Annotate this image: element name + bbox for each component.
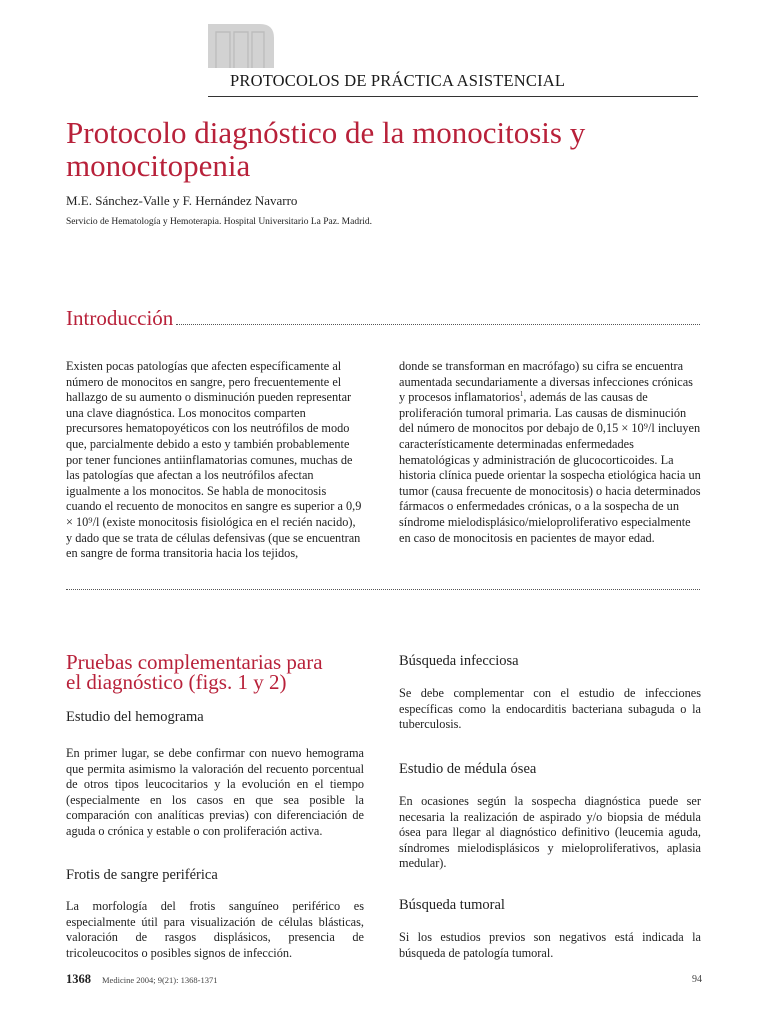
footer-citation: Medicine 2004; 9(21): 1368-1371 (102, 975, 218, 985)
intro-heading-leader (176, 323, 700, 325)
m-monogram-icon (208, 18, 274, 68)
tests-heading-line1: Pruebas complementarias para (66, 650, 323, 674)
header-rule (208, 96, 698, 97)
infecciosa-heading: Búsqueda infecciosa (399, 653, 519, 669)
tests-heading-line2: el diagnóstico (figs. 1 y 2) (66, 670, 287, 694)
section-divider (66, 589, 700, 590)
tests-heading (66, 652, 366, 692)
intro-heading-row (66, 306, 700, 331)
section-tag: PROTOCOLOS DE PRÁCTICA ASISTENCIAL (230, 71, 566, 90)
footer-page-number: 1368 (66, 972, 91, 986)
medula-heading: Estudio de médula ósea (399, 761, 537, 777)
reference-marker: 1 (519, 390, 524, 399)
intro-heading: Introducción (66, 306, 174, 330)
intro-right-text-a: donde se transforman en macrófago) su cifra se encuentra aumentada secundariamente a diversas infecciones crónicas y procesos inflamatorios (399, 359, 693, 405)
hemograma-text: En primer lugar, se debe confirmar con nuevo hemograma que permita asimismo la valoración del recuento porcentual de otros tipos leucocitarios y la evolución en el tiempo (especialmente en los casos en que sea posible la comparación con analíticas previas) con diferenciación de aguda o crónica y estable o con proliferación activa. (66, 746, 364, 838)
infecciosa-text: Se debe complementar con el estudio de infecciones específicas como la endocarditis bacteriana subaguda o la tuberculosis. (399, 686, 701, 732)
tumoral-heading: Búsqueda tumoral (399, 897, 505, 913)
article-affiliation: Servicio de Hematología y Hemoterapia. Hospital Universitario La Paz. Madrid. (66, 217, 373, 227)
hemograma-heading: Estudio del hemograma (66, 709, 204, 725)
article-title: Protocolo diagnóstico de la monocitosis y monocitopenia (66, 115, 586, 183)
medula-text: En ocasiones según la sospecha diagnóstica puede ser necesaria la realización de aspirado y/o biopsia de médula ósea para llegar al diagnóstico definitivo (leucemia aguda, síndromes mielodisplásicos y mieloproliferativos, aplasia medular). (399, 794, 701, 871)
frotis-heading: Frotis de sangre periférica (66, 867, 218, 883)
frotis-text: La morfología del frotis sanguíneo periférico es especialmente útil para visualización de células blásticas, valoración de rasgos displásicos, presencia de tricoleucocitos o posibles signos de infección. (66, 899, 364, 960)
intro-right-text-b: , además de las causas de proliferación tumoral primaria. Las causas de disminución del número de monocitos por debajo de 0,15 × 10⁹/l incluyen característicamente determinadas enfermedades hematológicas y administración de glucocorticoides. La historia clínica puede orientar la sospecha etiológica hacia un tumor (causa frecuente de monocitosis) o hacia determinados fármacos o enfermedades crónicas, o a la sospecha de un síndrome mielodisplásico/mieloproliferativo especialmente en caso de monocitosis en pacientes de mayor edad. (399, 390, 701, 545)
intro-right-column (399, 359, 701, 546)
tumoral-text: Si los estudios previos son negativos está indicada la búsqueda de patología tumoral. (399, 930, 701, 960)
footer-folio: 94 (692, 974, 702, 985)
intro-left-column: Existen pocas patologías que afecten específicamente al número de monocitos en sangre, pero frecuentemente el hallazgo de su aumento o disminución pueden representar una clave diagnóstica. Los monocitos comparten precursores hematopoyéticos con los neutrófilos de modo que, parcialmente debido a esto y también probablemente por tener funciones antiinflamatorias comunes, muchas de las patologías que afectan a los neutrófilos afectan igualmente a los monocitos. Se habla de monocitosis cuando el recuento de monocitos en sangre es superior a 0,9 × 10⁹/l (existe monocitosis fisiológica en el recién nacido), y dado que se trata de células defensivas (que se encuentran en sangre de forma transitoria hacia los tejidos, (66, 359, 362, 561)
article-authors: M.E. Sánchez-Valle y F. Hernández Navarro (66, 193, 298, 208)
